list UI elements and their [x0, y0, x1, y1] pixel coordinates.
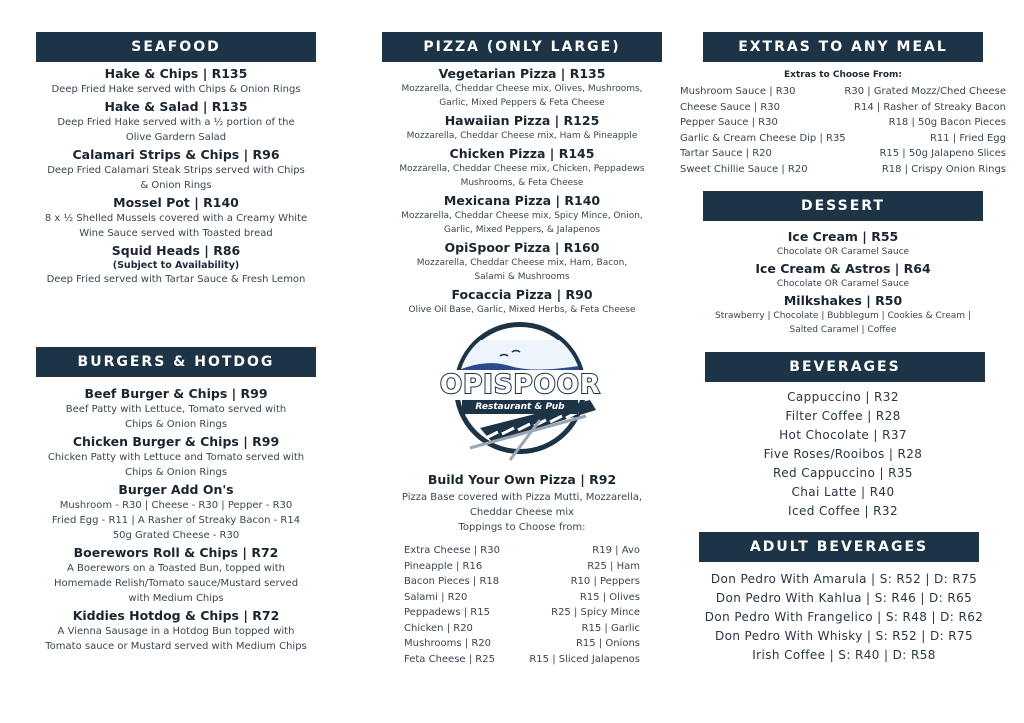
menu-item-desc: Strawberry | Chocolate | Bubblegum | Cookies & Cream |	[715, 311, 971, 321]
byo-desc: Pizza Base covered with Pizza Mutti, Mozzarella,	[401, 492, 643, 503]
extra-right: R11 | Fried Egg	[929, 132, 1006, 144]
menu-item-desc: Deep Fried served with Tartar Sauce & Fresh Lemon	[46, 274, 306, 285]
beverage-item: Chai Latte | R40	[791, 485, 895, 499]
extra-row	[680, 84, 1006, 100]
topping-left: Feta Cheese | R25	[404, 653, 495, 665]
menu-item-desc: Mozzarella, Cheddar Cheese mix, Ham & Pineapple	[406, 131, 638, 141]
menu-item-desc: Homemade Relish/Tomato sauce/Mustard served	[53, 578, 299, 589]
menu-item-desc: with Medium Chips	[128, 593, 224, 604]
beverage-item: Iced Coffee | R32	[788, 504, 898, 518]
adult-beverages-header: ADULT BEVERAGES	[699, 532, 979, 562]
dessert-section	[690, 229, 996, 337]
menu-item-desc: Mozzarella, Cheddar Cheese mix, Ham, Bacon,	[416, 258, 628, 268]
topping-row	[404, 574, 640, 590]
extra-right: R18 | 50g Bacon Pieces	[888, 117, 1006, 128]
menu-item-title: Mossel Pot | R140	[113, 195, 239, 210]
menu-item-title: Boerewors Roll & Chips | R72	[73, 545, 279, 560]
byo-desc: Cheddar Cheese mix	[469, 507, 575, 518]
menu-item-title: Chicken Burger & Chips | R99	[72, 434, 280, 449]
extra-row	[680, 131, 1006, 147]
beverages-header: BEVERAGES	[705, 352, 985, 382]
extras-subtitle: Extras to Choose From:	[783, 70, 903, 80]
topping-left: Chicken | R20	[404, 622, 473, 634]
extra-left: Mushroom Sauce | R30	[680, 86, 796, 97]
topping-left: Peppadews | R15	[404, 607, 490, 618]
menu-item-desc: Garlic, Mixed Peppers & Feta Cheese	[439, 98, 605, 108]
menu-item-title: Squid Heads | R86	[111, 243, 241, 258]
menu-item-desc: Beef Patty with Lettuce, Tomato served with	[65, 404, 287, 415]
topping-row	[404, 543, 640, 559]
beverage-item: Red Cappuccino | R35	[773, 466, 913, 480]
topping-right: R10 | Peppers	[570, 576, 640, 587]
topping-right: R19 | Avo	[592, 545, 640, 556]
availability-note: (Subject to Availability)	[112, 260, 240, 271]
topping-row	[404, 559, 640, 575]
menu-item-desc: Mushrooms, & Feta Cheese	[460, 178, 584, 188]
beverage-item: Five Roses/Rooibos | R28	[763, 447, 923, 461]
menu-item-title: Hake & Chips | R135	[104, 66, 248, 81]
topping-right: R15 | Garlic	[581, 622, 640, 634]
menu-item-desc: Salami & Mushrooms	[474, 272, 570, 282]
topping-left: Pineapple | R16	[404, 560, 483, 572]
menu-item-desc: Chips & Onion Rings	[124, 467, 228, 478]
restaurant-logo	[440, 320, 600, 470]
menu-item-desc: Fried Egg - R11 | A Rasher of Streaky Bacon - R14	[51, 515, 301, 526]
extra-left: Cheese Sauce | R30	[680, 101, 781, 113]
adult-beverages-section	[684, 570, 1004, 665]
beverage-item: Filter Coffee | R28	[785, 409, 901, 423]
menu-item-title: Hawaiian Pizza | R125	[444, 113, 600, 128]
topping-right: R15 | Onions	[575, 638, 640, 649]
menu-item-desc: Mozzarella, Cheddar Cheese mix, Chicken, Peppadews	[399, 164, 645, 174]
menu-item-title: Kiddies Hotdog & Chips | R72	[72, 608, 280, 623]
logo-wordmark: OPISPOOR	[440, 370, 601, 400]
menu-item-desc: 8 x ½ Shelled Mussels covered with a Creamy White	[44, 213, 308, 224]
menu-item-desc: 50g Grated Cheese - R30	[112, 530, 240, 541]
topping-right: R15 | Olives	[579, 591, 640, 603]
toppings-list	[404, 543, 640, 667]
logo-subtitle: Restaurant & Pub	[462, 400, 578, 414]
menu-item-title: Calamari Strips & Chips | R96	[72, 147, 280, 162]
menu-item-title: Vegetarian Pizza | R135	[438, 66, 606, 81]
menu-item-desc: & Onion Rings	[140, 180, 212, 191]
menu-item-desc: Chips & Onion Rings	[124, 419, 228, 430]
extra-row	[680, 162, 1006, 178]
adult-beverage-item: Don Pedro With Amarula | S: R52 | D: R75	[710, 572, 978, 586]
pizza-section	[370, 66, 674, 317]
burgers-section	[20, 386, 332, 654]
menu-item-title: Focaccia Pizza | R90	[451, 287, 593, 302]
extra-right: R30 | Grated Mozz/Ched Cheese	[844, 86, 1006, 97]
dessert-header: DESSERT	[703, 191, 983, 221]
extra-row	[680, 100, 1006, 116]
byo-title: Build Your Own Pizza | R92	[427, 472, 617, 487]
burgers-header: BURGERS & HOTDOG	[36, 347, 316, 377]
menu-item-desc: Tomato sauce or Mustard served with Medium Chips	[45, 641, 307, 652]
pizza-header: PIZZA (ONLY LARGE)	[382, 32, 662, 62]
extra-left: Sweet Chillie Sauce | R20	[680, 163, 808, 175]
menu-item-desc: Deep Fried Hake served with a ½ portion of the	[57, 117, 295, 128]
menu-item-desc: Chocolate OR Caramel Sauce	[776, 247, 910, 257]
extras-section	[680, 69, 1006, 82]
topping-left: Mushrooms | R20	[404, 638, 491, 649]
extra-right: R14 | Rasher of Streaky Bacon	[854, 101, 1006, 113]
menu-item-desc: Deep Fried Calamari Steak Strips served with Chips	[47, 165, 305, 176]
menu-item-desc: Olive Oil Base, Garlic, Mixed Herbs, & Feta Cheese	[408, 305, 636, 315]
menu-item-title: Ice Cream | R55	[787, 229, 899, 244]
menu-item-title: Hake & Salad | R135	[104, 99, 248, 114]
topping-row	[404, 621, 640, 637]
extras-list	[680, 84, 1006, 177]
extra-row	[680, 115, 1006, 131]
menu-item-desc: Mozzarella, Cheddar Cheese mix, Olives, Mushrooms,	[401, 84, 643, 94]
menu-item-desc: A Vienna Sausage in a Hotdog Bun topped with	[57, 626, 295, 637]
menu-item-title: Burger Add On's	[118, 482, 234, 497]
menu-item-title: Beef Burger & Chips | R99	[84, 386, 268, 401]
menu-item-desc: Salted Caramel | Coffee	[789, 325, 897, 335]
menu-item-desc: Chicken Patty with Lettuce and Tomato served with	[47, 452, 305, 463]
topping-left: Extra Cheese | R30	[404, 545, 500, 556]
toppings-label: Toppings to Choose from:	[458, 522, 586, 533]
menu-item-title: Milkshakes | R50	[783, 293, 903, 308]
menu-item-desc: Chocolate OR Caramel Sauce	[776, 279, 910, 289]
extra-left: Garlic & Cream Cheese Dip | R35	[680, 132, 846, 144]
adult-beverage-item: Don Pedro With Whisky | S: R52 | D: R75	[714, 629, 974, 643]
menu-item-desc: Garlic, Mixed Peppers, & Jalapenos	[443, 225, 601, 235]
topping-row	[404, 590, 640, 606]
topping-row	[404, 605, 640, 621]
beverage-item: Hot Chocolate | R37	[779, 428, 907, 442]
adult-beverage-item: Don Pedro With Frangelico | S: R48 | D: R62	[704, 610, 984, 624]
extra-row	[680, 146, 1006, 162]
menu-item-title: Ice Cream & Astros | R64	[755, 261, 931, 276]
topping-row	[404, 636, 640, 652]
menu-item-title: Mexicana Pizza | R140	[443, 193, 601, 208]
beverage-item: Cappuccino | R32	[787, 390, 899, 404]
extra-left: Pepper Sauce | R30	[680, 117, 778, 128]
menu-item-desc: Olive Gardern Salad	[125, 132, 227, 143]
build-your-own-section	[370, 472, 674, 535]
topping-left: Bacon Pieces | R18	[404, 576, 500, 587]
menu-item-desc: Deep Fried Hake served with Chips & Onion Rings	[51, 84, 301, 95]
extra-right: R15 | 50g Jalapeno Slices	[879, 148, 1006, 159]
topping-row	[404, 652, 640, 668]
menu-item-desc: Wine Sauce served with Toasted bread	[79, 228, 273, 239]
topping-right: R25 | Ham	[587, 560, 640, 572]
seafood-section	[20, 66, 332, 287]
menu-item-desc: Mushroom - R30 | Cheese - R30 | Pepper - R30	[59, 500, 293, 511]
extras-header: EXTRAS TO ANY MEAL	[703, 32, 983, 62]
menu-item-title: Chicken Pizza | R145	[449, 146, 595, 161]
topping-right: R25 | Spicy Mince	[551, 607, 640, 618]
beverages-section	[690, 388, 996, 521]
menu-item-desc: Mozzarella, Cheddar Cheese mix, Spicy Mince, Onion,	[401, 211, 643, 221]
topping-right: R15 | Sliced Jalapenos	[529, 653, 640, 665]
adult-beverage-item: Don Pedro With Kahlua | S: R46 | D: R65	[715, 591, 973, 605]
seafood-header: SEAFOOD	[36, 32, 316, 62]
topping-left: Salami | R20	[404, 591, 468, 603]
adult-beverage-item: Irish Coffee | S: R40 | D: R58	[752, 648, 936, 662]
menu-item-desc: A Boerewors on a Toasted Bun, topped with	[67, 563, 285, 574]
extra-left: Tartar Sauce | R20	[680, 148, 772, 159]
menu-item-title: OpiSpoor Pizza | R160	[444, 240, 600, 255]
extra-right: R18 | Crispy Onion Rings	[881, 163, 1006, 175]
